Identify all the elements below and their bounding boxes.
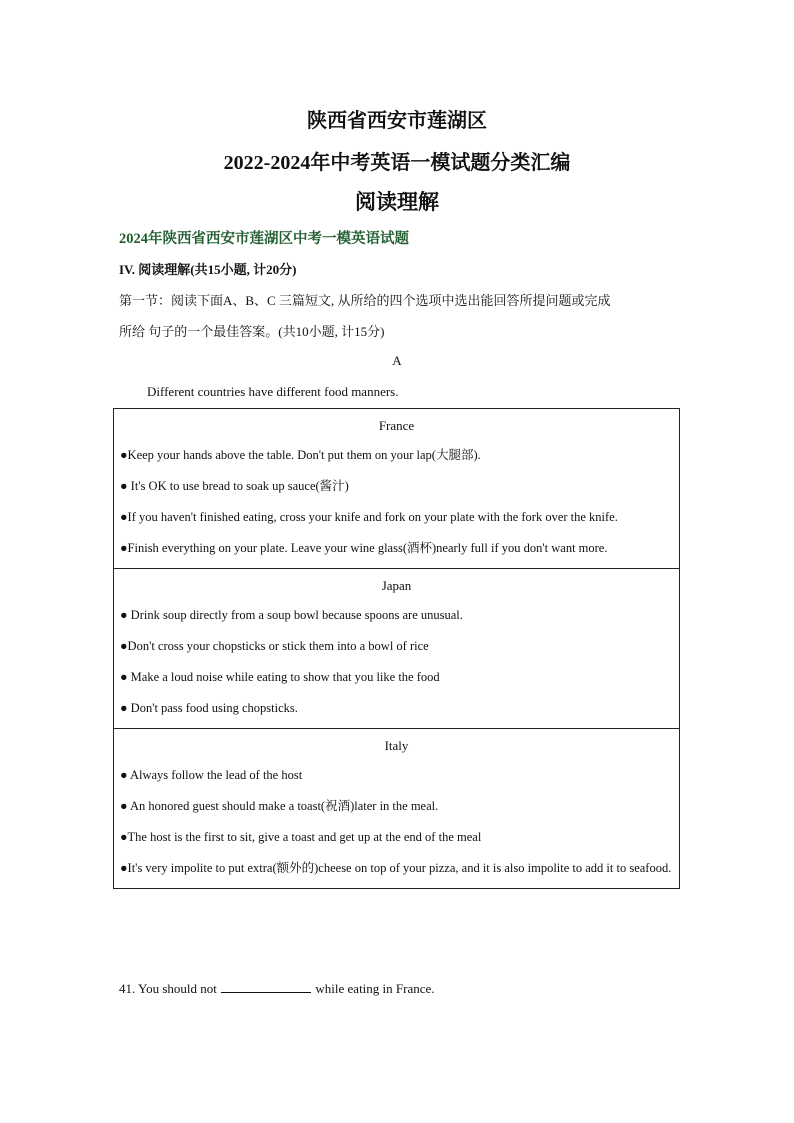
document-title-topic: 阅读理解 xyxy=(355,190,439,214)
question-41 xyxy=(119,980,435,997)
instruction-line-1: 第一节：阅读下面A、B、C 三篇短文, 从所给的四个选项中选出能回答所提问题或完成 xyxy=(119,293,611,308)
rule-item: ● Don't pass food using chopsticks. xyxy=(120,701,298,715)
document-title-exam: 2022-2024年中考英语一模试题分类汇编 xyxy=(223,152,571,174)
rule-item: ● Make a loud noise while eating to show that you like the food xyxy=(120,670,440,684)
document-title-region: 陕西省西安市莲湖区 xyxy=(307,110,487,132)
country-block-france xyxy=(114,409,679,569)
rule-item: ● Always follow the lead of the host xyxy=(120,768,303,782)
answer-blank[interactable] xyxy=(221,980,311,993)
food-manners-table xyxy=(113,408,680,889)
instruction-line-2: 所给 句子的一个最佳答案。(共10小题, 计15分) xyxy=(119,324,385,339)
rule-item: ●Finish everything on your plate. Leave your wine glass(酒杯)nearly full if you don't want more. xyxy=(120,541,608,555)
question-suffix: while eating in France. xyxy=(315,981,435,996)
country-name: Japan xyxy=(381,578,412,593)
question-prefix: 41. You should not xyxy=(119,981,217,996)
exam-title: 2024年陕西省西安市莲湖区中考一模英语试题 xyxy=(119,231,409,247)
rule-item: ● It's OK to use bread to soak up sauce(酱汁) xyxy=(120,479,349,493)
rule-item: ●Don't cross your chopsticks or stick them into a bowl of rice xyxy=(120,639,429,653)
passage-label: A xyxy=(392,353,402,368)
country-block-italy xyxy=(114,729,679,888)
part-title: IV. 阅读理解(共15小题, 计20分) xyxy=(119,262,297,277)
country-name: Italy xyxy=(384,738,409,753)
rule-item: ● An honored guest should make a toast(祝酒)later in the meal. xyxy=(120,799,439,813)
passage-intro: Different countries have different food manners. xyxy=(147,384,399,399)
rule-item: ●It's very impolite to put extra(额外的)cheese on top of your pizza, and it is also impolite to add it to seafood. xyxy=(120,861,672,875)
country-block-japan xyxy=(114,569,679,729)
rule-item: ●Keep your hands above the table. Don't put them on your lap(大腿部). xyxy=(120,448,481,462)
rule-item: ●If you haven't finished eating, cross your knife and fork on your plate with the fork over the knife. xyxy=(120,510,618,524)
rule-item: ● Drink soup directly from a soup bowl because spoons are unusual. xyxy=(120,608,463,622)
country-name: France xyxy=(378,418,415,433)
rule-item: ●The host is the first to sit, give a toast and get up at the end of the meal xyxy=(120,830,482,844)
